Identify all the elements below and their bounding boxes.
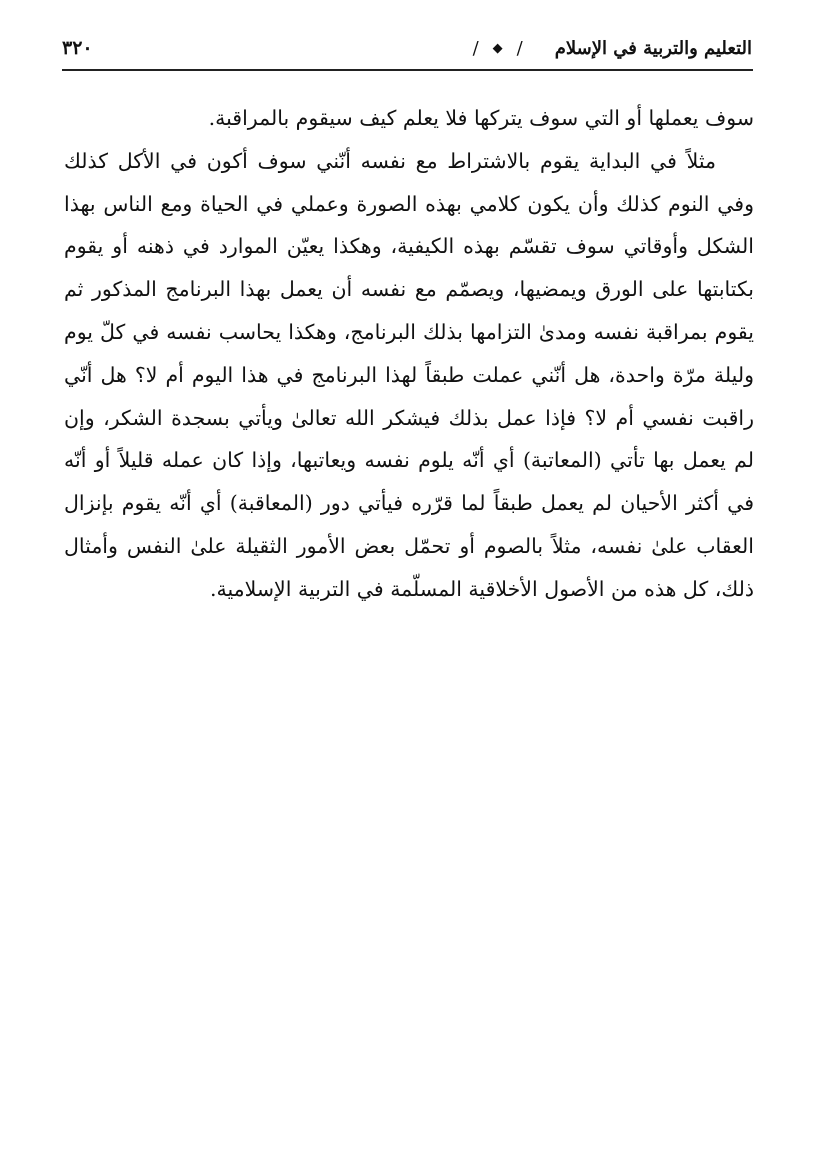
header-separator: / <box>472 37 479 59</box>
header-separator: / <box>516 37 523 59</box>
paragraph-continuation: سوف يعملها أو التي سوف يتركها فلا يعلم كيف سيقوم بالمراقبة. <box>208 106 754 130</box>
diamond-ornament-icon: ◆ <box>492 40 503 56</box>
header-divider <box>62 69 753 71</box>
paragraph: مثلاً في البداية يقوم بالاشتراط مع نفسه أنّني سوف أكون في الأكل كذلك وفي النوم كذلك وأن يكون كلامي بهذه الصورة وعملي في الحياة ومع الناس بهذا الشكل وأوقاتي سوف تقسّم بهذه الكيفية، وهكذا يعيّن الموارد في ذهنه أو يقوم بكتابتها على الورق ويمضيها، ويصمّم مع نفسه أن يعمل بهذا البرنامج المذكور ثم يقوم بمراقبة نفسه ومدىٰ التزامها بذلك البرنامج، وهكذا يحاسب نفسه في كلّ يوم وليلة مرّة واحدة، هل أنّني عملت طبقاً لهذا البرنامج في هذا اليوم أم لا؟ هل أنّي راقبت نفسي أم لا؟ فإذا عمل بذلك فيشكر الله تعالىٰ ويأتي بسجدة الشكر، وإن لم يعمل بها تأتي (المعاتبة) أي أنّه يلوم نفسه ويعاتبها، وإذا كان عمله قليلاً أو أنّه في أكثر الأحيان لم يعمل طبقاً لما قرّره فيأتي دور (المعاقبة) أي أنّه يقوم بإنزال العقاب علىٰ نفسه، مثلاً بالصوم أو تحمّل بعض الأمور الثقيلة علىٰ النفس وأمثال ذلك، كل هذه من الأصول الأخلاقية المسلّمة في التربية الإسلامية. <box>64 148 754 601</box>
page-number: ٣٢٠ <box>62 37 93 59</box>
body-text <box>64 97 754 611</box>
book-title: التعليم والتربية في الإسلام <box>554 37 752 59</box>
running-header <box>62 32 752 64</box>
